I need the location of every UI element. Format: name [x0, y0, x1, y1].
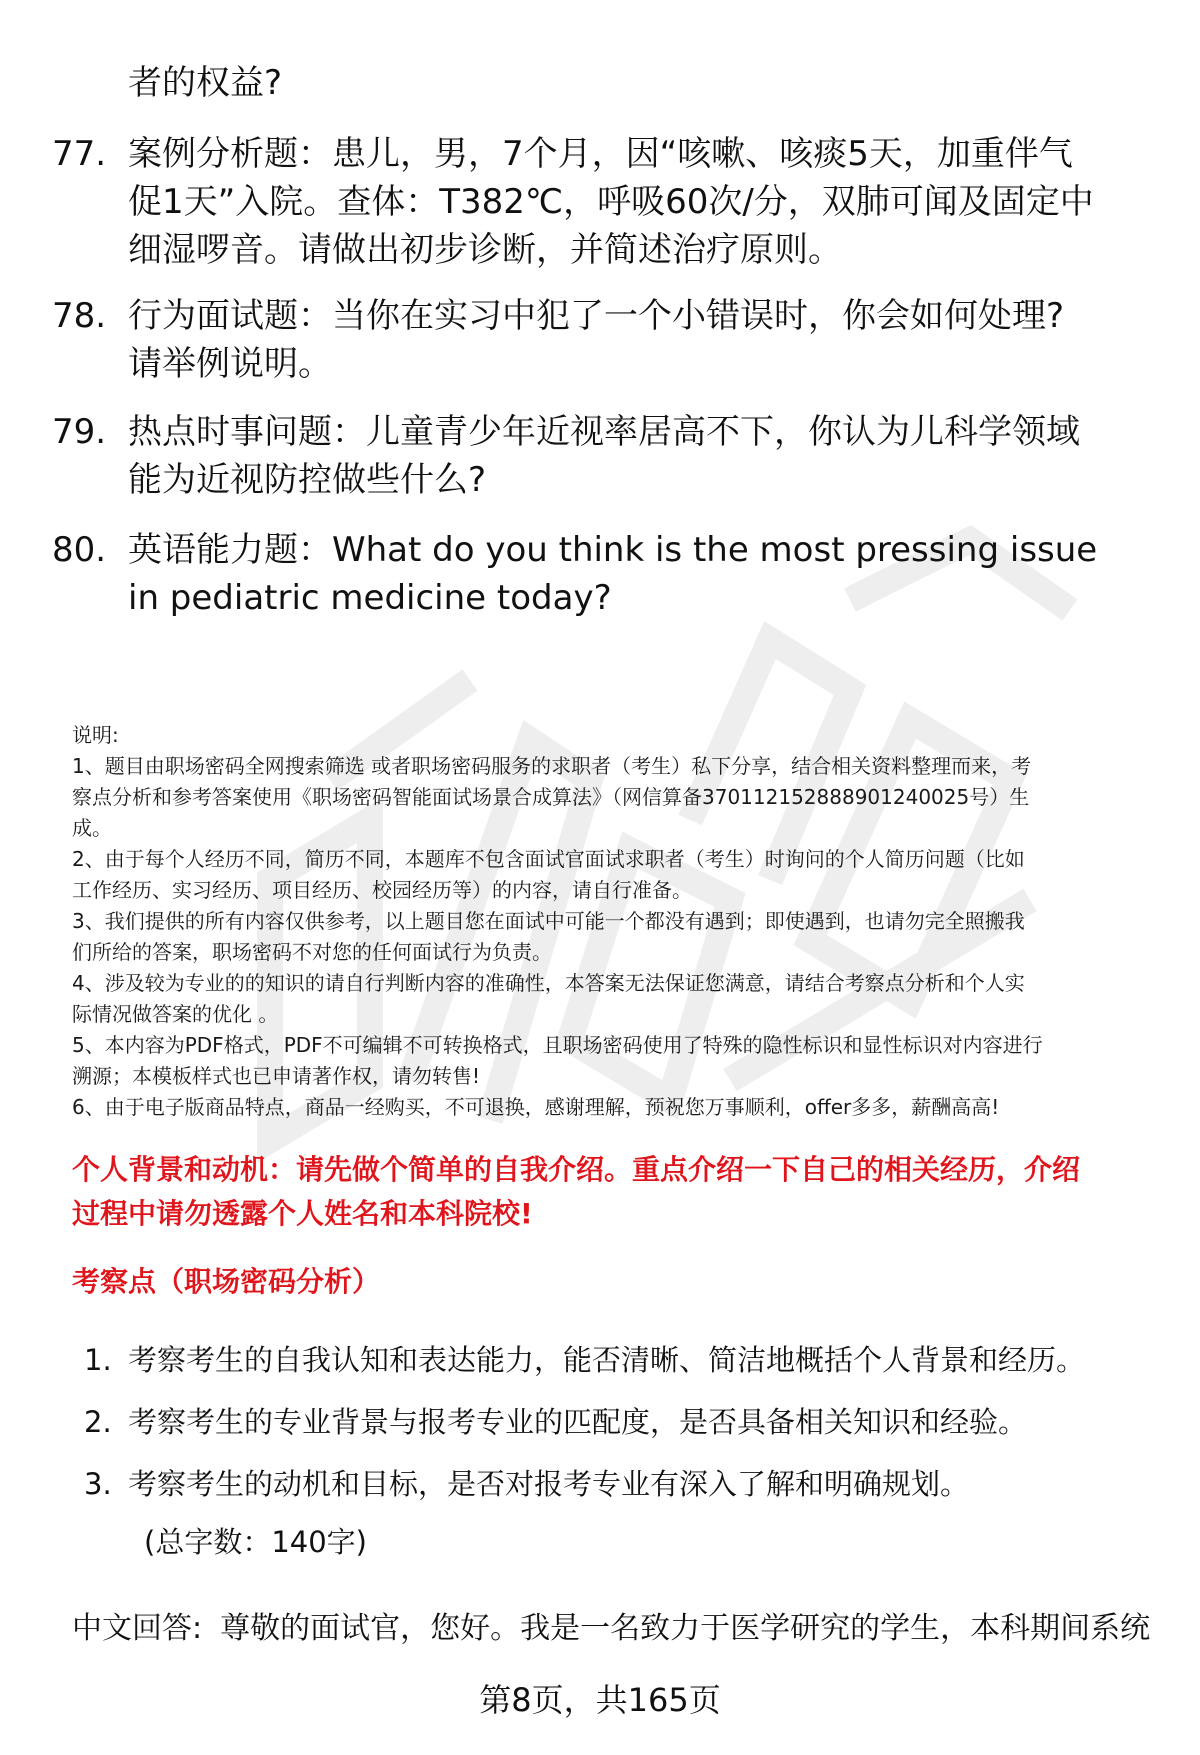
notes-line: 察点分析和参考答案使用《职场密码智能面试场景合成算法》（网信算备370112152888901240025号）生	[72, 785, 1030, 809]
question-line: 请举例说明。	[128, 344, 332, 384]
point-text: 考察考生的动机和目标，是否对报考专业有深入了解和明确规划。	[128, 1467, 970, 1501]
section-heading-line: 过程中请勿透露个人姓名和本科院校!	[72, 1197, 533, 1230]
list-item	[84, 1340, 1164, 1402]
word-count: (总字数：140字)	[144, 1525, 367, 1559]
question-line: 案例分析题：患儿，男，7个月，因“咳嗽、咳痰5天，加重伴气	[128, 134, 1073, 174]
notes-line: 5、本内容为PDF格式，PDF不可编辑不可转换格式，且职场密码使用了特殊的隐性标识和显性标识对内容进行	[72, 1033, 1043, 1057]
question-78	[52, 292, 1162, 388]
point-number: 3.	[84, 1467, 112, 1501]
notes-line: 1、题目由职场密码全网搜索筛选 或者职场密码服务的求职者（考生）私下分享，结合相关资料整理而来，考	[72, 754, 1032, 778]
section-heading	[72, 1148, 1162, 1236]
notes-line: 成。	[72, 816, 112, 840]
list-item	[84, 1402, 1164, 1464]
section-heading-line: 个人背景和动机：请先做个简单的自我介绍。重点介绍一下自己的相关经历，介绍	[72, 1153, 1081, 1186]
notes-line: 6、由于电子版商品特点，商品一经购买，不可退换，感谢理解，预祝您万事顺利，offer多多，薪酬高高!	[72, 1095, 1000, 1119]
question-79	[52, 408, 1162, 504]
notes-line: 溯源；本模板样式也已申请著作权，请勿转售!	[72, 1064, 481, 1088]
answer-text: 尊敬的面试官，您好。我是一名致力于医学研究的学生，本科期间系统	[220, 1611, 1151, 1646]
question-line: 行为面试题：当你在实习中犯了一个小错误时，你会如何处理?	[128, 296, 1065, 336]
question-line: 能为近视防控做些什么?	[128, 460, 487, 500]
list-item	[84, 1464, 1164, 1526]
notes-line: 际情况做答案的优化 。	[72, 1002, 279, 1026]
question-line: 促1天”入院。查体：T382℃，呼吸60次/分，双肺可闻及固定中	[128, 182, 1094, 222]
point-text: 考察考生的自我认知和表达能力，能否清晰、简洁地概括个人背景和经历。	[128, 1343, 1086, 1377]
notes-block	[72, 720, 1162, 1123]
question-line: 热点时事问题：儿童青少年近视率居高不下，你认为儿科学领域	[128, 412, 1080, 452]
question-number: 78.	[52, 296, 107, 336]
question-80	[52, 526, 1162, 622]
notes-line: 3、我们提供的所有内容仅供参考，以上题目您在面试中可能一个都没有遇到；即使遇到，也请勿完全照搬我	[72, 909, 1025, 933]
point-number: 1.	[84, 1343, 112, 1377]
question-number: 77.	[52, 134, 107, 174]
page-number: 第8页，共165页	[479, 1681, 721, 1719]
question-number: 80.	[52, 530, 107, 570]
notes-line: 4、涉及较为专业的的知识的请自行判断内容的准确性，本答案无法保证您满意，请结合考察点分析和个人实	[72, 971, 1025, 995]
question-line: in pediatric medicine today?	[128, 578, 612, 618]
notes-line: 2、由于每个人经历不同，简历不同，本题库不包含面试官面试求职者（考生）时询问的个人简历问题（比如	[72, 847, 1025, 871]
notes-line: 工作经历、实习经历、项目经历、校园经历等）的内容，请自行准备。	[72, 878, 692, 902]
notes-title: 说明:	[72, 723, 119, 747]
answer-block	[72, 1608, 1150, 1650]
question-number: 79.	[52, 412, 107, 452]
analysis-points	[84, 1340, 1164, 1526]
question-line: 英语能力题：What do you think is the most pressing issue	[128, 530, 1098, 570]
notes-line: 们所给的答案，职场密码不对您的任何面试行为负责。	[72, 940, 552, 964]
question-continuation: 者的权益?	[128, 63, 283, 103]
answer-label: 中文回答:	[72, 1611, 203, 1646]
point-text: 考察考生的专业背景与报考专业的匹配度，是否具备相关知识和经验。	[128, 1405, 1028, 1439]
question-77	[52, 130, 1162, 274]
point-number: 2.	[84, 1405, 112, 1439]
question-line: 细湿啰音。请做出初步诊断，并简述治疗原则。	[128, 230, 842, 270]
analysis-title: 考察点（职场密码分析）	[72, 1265, 381, 1298]
